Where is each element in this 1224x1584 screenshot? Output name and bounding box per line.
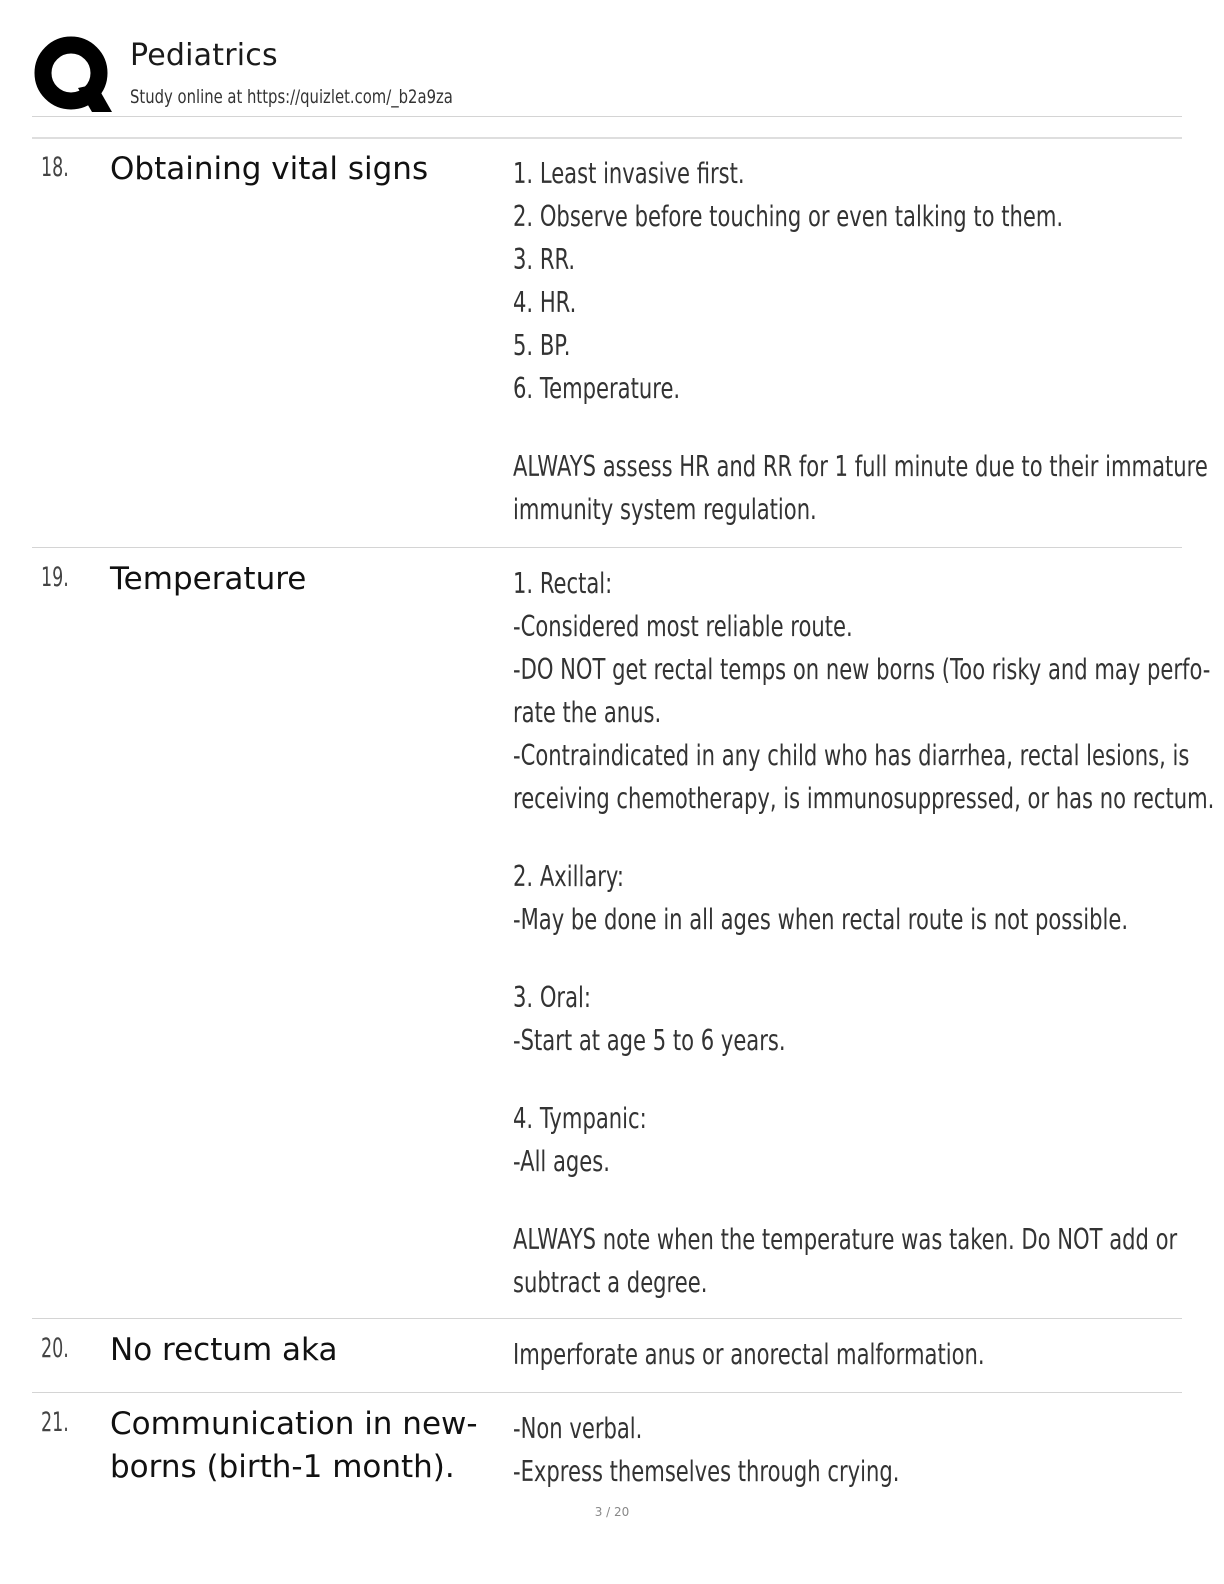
- card-definition: [513, 1407, 1224, 1493]
- card-number: 20.: [41, 1333, 69, 1364]
- section-divider: [32, 137, 1182, 139]
- definition-line: 2. Axillary:: [513, 860, 624, 893]
- definition-line: -DO NOT get rectal temps on new borns (Too risky and may perfo-: [513, 653, 1211, 686]
- card-divider: [32, 547, 1182, 548]
- definition-line: -Start at age 5 to 6 years.: [513, 1024, 786, 1057]
- definition-line: subtract a degree.: [513, 1266, 708, 1299]
- card-term: No rectum aka: [110, 1332, 338, 1368]
- definition-line: -Express themselves through crying.: [513, 1455, 900, 1488]
- card-term: Obtaining vital signs: [110, 151, 429, 187]
- definition-line: immunity system regulation.: [513, 493, 817, 526]
- definition-line: -Non verbal.: [513, 1412, 643, 1445]
- definition-line: 3. Oral:: [513, 981, 591, 1014]
- card-divider: [32, 1392, 1182, 1393]
- card-term: Communication in new-borns (birth-1 month).: [110, 1406, 478, 1485]
- card-definition: [513, 1333, 1224, 1376]
- card-number: 19.: [41, 562, 69, 593]
- definition-line: ALWAYS assess HR and RR for 1 full minute due to their immature: [513, 450, 1208, 483]
- definition-line: ALWAYS note when the temperature was taken. Do NOT add or: [513, 1223, 1178, 1256]
- definition-line: 4. Tympanic:: [513, 1102, 647, 1135]
- definition-line: 6. Temperature.: [513, 372, 681, 405]
- study-online-link[interactable]: Study online at https://quizlet.com/_b2a9za: [130, 86, 453, 108]
- definition-line: 5. BP.: [513, 329, 571, 362]
- definition-line: -All ages.: [513, 1145, 610, 1178]
- card-definition: [513, 152, 1224, 531]
- definition-line: 1. Rectal:: [513, 567, 613, 600]
- definition-line: rate the anus.: [513, 696, 662, 729]
- deck-title: Pediatrics: [130, 38, 278, 73]
- definition-line: 3. RR.: [513, 243, 576, 276]
- card-number: 18.: [41, 152, 69, 183]
- definition-line: Imperforate anus or anorectal malformation.: [513, 1338, 985, 1371]
- quizlet-logo-icon: [34, 36, 112, 114]
- definition-line: 4. HR.: [513, 286, 577, 319]
- page-number: 3 / 20: [594, 1505, 630, 1519]
- page-header: [32, 30, 1182, 116]
- definition-line: 1. Least invasive first.: [513, 157, 745, 190]
- definition-line: -May be done in all ages when rectal route is not possible.: [513, 903, 1129, 936]
- definition-line: -Contraindicated in any child who has diarrhea, rectal lesions, is: [513, 739, 1190, 772]
- card-term: Temperature: [110, 561, 307, 597]
- card-definition: [513, 562, 1224, 1304]
- definition-line: 2. Observe before touching or even talking to them.: [513, 200, 1064, 233]
- card-divider: [32, 1318, 1182, 1319]
- definition-line: -Considered most reliable route.: [513, 610, 853, 643]
- card-number: 21.: [41, 1407, 69, 1438]
- definition-line: receiving chemotherapy, is immunosuppressed, or has no rectum.: [513, 782, 1215, 815]
- header-divider: [32, 116, 1182, 117]
